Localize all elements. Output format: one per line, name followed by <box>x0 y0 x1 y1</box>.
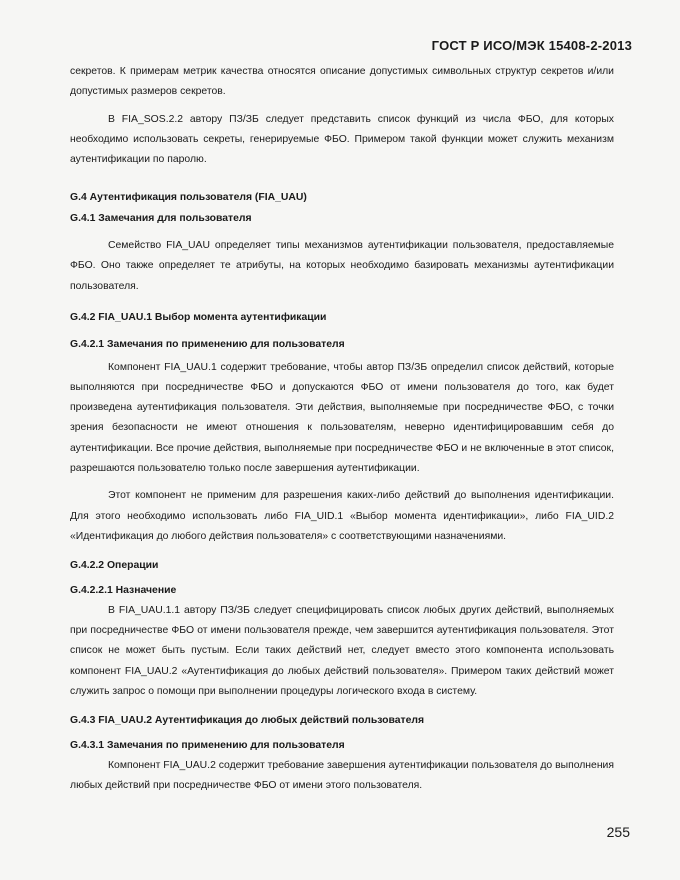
paragraph: Компонент FIA_UAU.1 содержит требование, чтобы автор ПЗ/ЗБ определил список действий, которые выполняются при посредничестве ФБО и допускаются ФБО от имени пользователя до того, как будет произведена аутентификация пользователя. Эти действия, выполняемые при посредничестве ФБО, с точки зрения безопасности не имеют отношения к пользователям, неверно идентифицировавшим себя до аутентификации. Все прочие действия, выполняемые при посредничестве ФБО и не включенные в этот список, разрешаются пользователю только после завершения аутентификации. <box>70 361 614 475</box>
page-number: 255 <box>606 824 630 840</box>
paragraph: В FIA_SOS.2.2 автору ПЗ/ЗБ следует представить список функций из числа ФБО, для которых необходимо использовать секреты, генерируемые ФБО. Примером такой функции может служить механизм аутентификации по паролю. <box>70 113 614 166</box>
section-heading: G.4.2.1 Замечания по применению для пользователя <box>70 339 345 351</box>
section-heading: G.4.3 FIA_UAU.2 Аутентификация до любых действий пользователя <box>70 715 425 727</box>
paragraph: Компонент FIA_UAU.2 содержит требование завершения аутентификации пользователя до выполнения любых действий при посредничестве ФБО от имени этого пользователя. <box>70 759 614 792</box>
section-heading: G.4.2 FIA_UAU.1 Выбор момента аутентификации <box>70 311 327 323</box>
paragraph: секретов. К примерам метрик качества относятся описание допустимых символьных структур секретов и/или допустимых размеров секретов. <box>70 66 614 98</box>
section-heading: G.4.2.2 Операции <box>70 560 159 572</box>
paragraph: В FIA_UAU.1.1 автору ПЗ/ЗБ следует специфицировать список любых других действий, выполняемых при посредничестве ФБО от имени пользователя прежде, чем завершится аутентификация пользователя. Этот список не может быть пустым. Если таких действий нет, следует вместо этого компонента использовать компонент FIA_UAU.2 «Аутентификация до любых действий пользователя». Примером таких действий может служить запрос о помощи при выполнении процедуры логического входа в систему. <box>70 604 614 698</box>
page-content <box>70 62 614 797</box>
section-heading: G.4.3.1 Замечания по применению для пользователя <box>70 739 345 751</box>
standard-header: ГОСТ Р ИСО/МЭК 15408-2-2013 <box>431 38 632 53</box>
section-heading: G.4.1 Замечания для пользователя <box>70 212 252 224</box>
paragraph: Этот компонент не применим для разрешения каких-либо действий до выполнения идентификации. Для этого необходимо использовать либо FIA_UID.1 «Выбор момента идентификации», либо FIA_UID.2 «Идентификация до любого действия пользователя» с соответствующими назначениями. <box>70 490 614 542</box>
section-heading: G.4.2.2.1 Назначение <box>70 584 177 596</box>
section-heading: G.4 Аутентификация пользователя (FIA_UAU) <box>70 192 307 204</box>
paragraph: Семейство FIA_UAU определяет типы механизмов аутентификации пользователя, предоставляемые ФБО. Оно также определяет те атрибуты, на которых необходимо базировать механизмы аутентификации пользователя. <box>70 240 614 292</box>
